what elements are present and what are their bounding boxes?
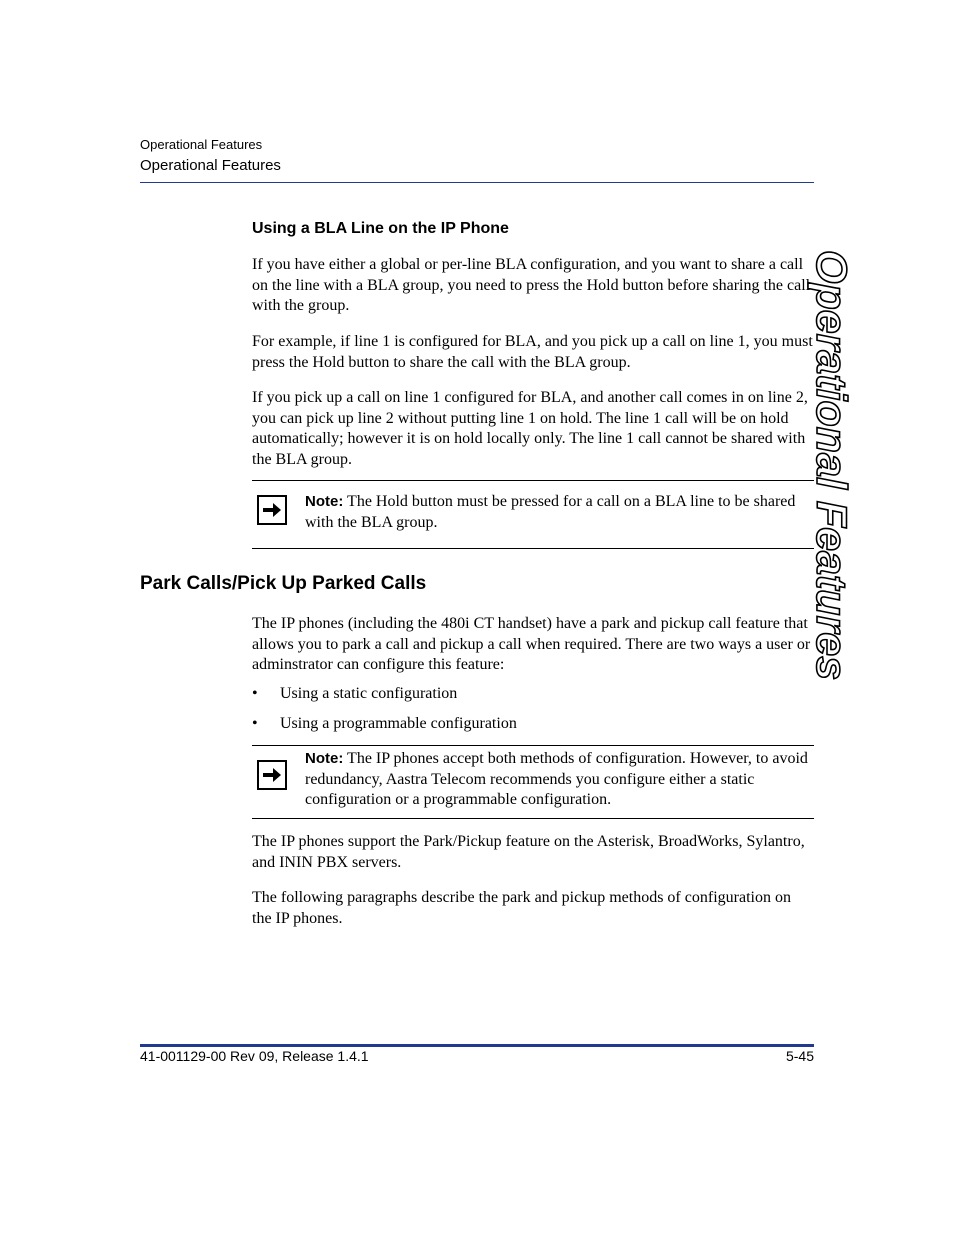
note-bottom-rule <box>252 818 814 819</box>
bla-heading: Using a BLA Line on the IP Phone <box>252 220 509 237</box>
bla-paragraph-2: For example, if line 1 is configured for BLA, and you pick up a call on line 1, you must press the Hold button to share the call with the BLA group. <box>252 333 813 371</box>
note-bottom-rule <box>252 548 814 549</box>
park-heading: Park Calls/Pick Up Parked Calls <box>140 573 427 594</box>
list-item-text: Using a programmable configuration <box>280 715 517 732</box>
note-text: The Hold button must be pressed for a call on a BLA line to be shared with the BLA group. <box>305 493 796 531</box>
bla-note <box>305 492 810 533</box>
arrow-right-icon <box>257 760 287 790</box>
note-top-rule <box>252 480 814 481</box>
park-paragraph-2: The following paragraphs describe the park and pickup methods of configuration on the IP phones. <box>252 889 791 927</box>
note-label: Note: <box>305 493 344 510</box>
bullet-dot: • <box>252 685 258 702</box>
park-note <box>305 749 810 811</box>
park-paragraph-1: The IP phones support the Park/Pickup feature on the Asterisk, BroadWorks, Sylantro, and ININ PBX servers. <box>252 833 805 871</box>
chapter-side-tab: Operational Features <box>807 250 855 681</box>
arrow-right-icon <box>257 495 287 525</box>
list-item-text: Using a static configuration <box>280 685 458 702</box>
header-rule <box>140 182 814 183</box>
bla-paragraph-3: If you pick up a call on line 1 configured for BLA, and another call comes in on line 2, you can pick up line 2 without putting line 1 on hold. The line 1 call will be on hold automatically; however it is on hold locally only. The line 1 call cannot be shared with the BLA group. <box>252 389 808 468</box>
park-intro: The IP phones (including the 480i CT handset) have a park and pickup call feature that allows you to park a call and pickup a call when required. There are two ways a user or adminstrator can configure this feature: <box>252 615 811 673</box>
bullet-dot: • <box>252 715 258 732</box>
running-header-chapter: Operational Features <box>140 137 263 152</box>
footer-rule <box>140 1044 814 1047</box>
bla-paragraph-1: If you have either a global or per-line BLA configuration, and you want to share a call on the line with a BLA group, you need to press the Hold button before sharing the call with the group. <box>252 256 811 314</box>
footer-doc-id: 41-001129-00 Rev 09, Release 1.4.1 <box>140 1048 369 1064</box>
note-top-rule <box>252 745 814 746</box>
note-label: Note: <box>305 750 344 767</box>
note-text: The IP phones accept both methods of configuration. However, to avoid redundancy, Aastra Telecom recommends you configure either a static configuration or a programmable configuration. <box>305 750 808 808</box>
running-header-section: Operational Features <box>140 157 281 174</box>
page-number: 5-45 <box>785 1048 814 1064</box>
